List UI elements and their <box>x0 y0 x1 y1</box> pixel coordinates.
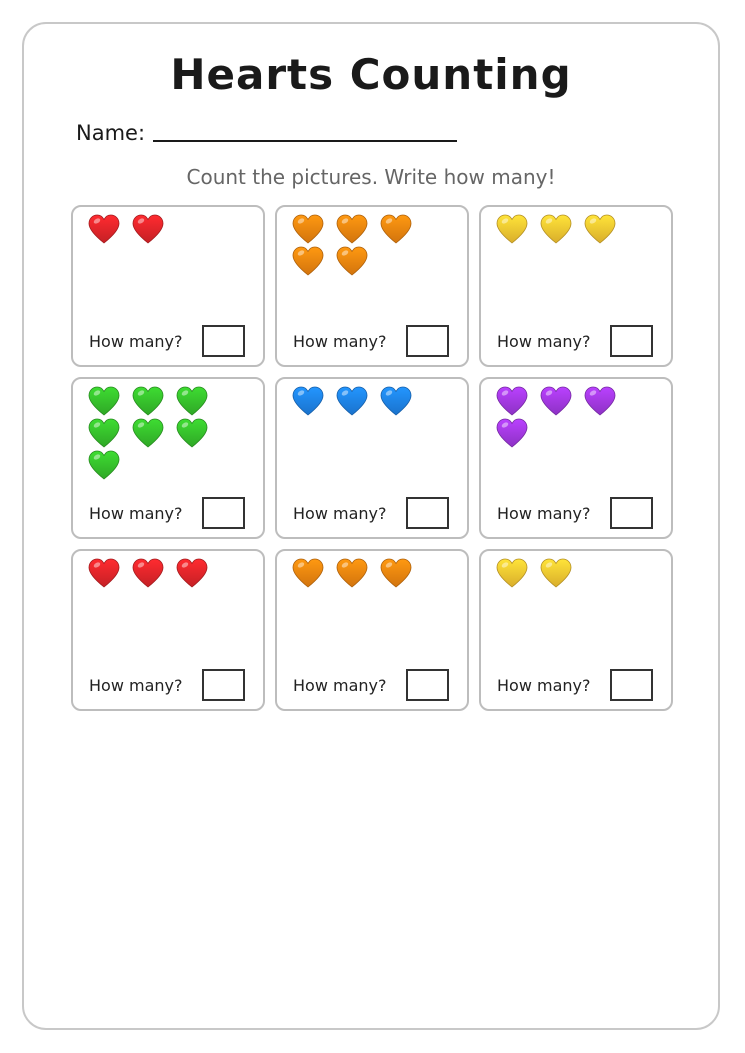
green-heart-icon <box>88 449 132 481</box>
how-many-label: How many? <box>497 676 591 695</box>
counting-card <box>275 549 469 711</box>
red-heart-icon <box>132 213 176 245</box>
green-heart-icon <box>176 417 220 449</box>
counting-card <box>275 377 469 539</box>
answer-box[interactable] <box>406 325 449 357</box>
purple-heart-icon <box>540 385 584 417</box>
orange-heart-icon <box>292 557 336 589</box>
green-heart-icon <box>132 385 176 417</box>
hearts-group <box>88 385 228 481</box>
counting-card <box>479 377 673 539</box>
orange-heart-icon <box>292 245 336 277</box>
orange-heart-icon <box>336 245 380 277</box>
hearts-group <box>88 557 228 589</box>
blue-heart-icon <box>292 385 336 417</box>
red-heart-icon <box>132 557 176 589</box>
counting-card <box>71 549 265 711</box>
counting-card <box>71 205 265 367</box>
green-heart-icon <box>132 417 176 449</box>
green-heart-icon <box>176 385 220 417</box>
green-heart-icon <box>88 385 132 417</box>
red-heart-icon <box>176 557 220 589</box>
answer-box[interactable] <box>406 669 449 701</box>
orange-heart-icon <box>380 557 424 589</box>
instructions: Count the pictures. Write how many! <box>186 165 556 189</box>
hearts-group <box>88 213 228 245</box>
blue-heart-icon <box>336 385 380 417</box>
counting-card <box>479 549 673 711</box>
name-label: Name: <box>76 121 146 145</box>
orange-heart-icon <box>336 213 380 245</box>
orange-heart-icon <box>336 557 380 589</box>
red-heart-icon <box>88 557 132 589</box>
hearts-group <box>496 557 636 589</box>
counting-card <box>71 377 265 539</box>
hearts-group <box>496 385 636 449</box>
answer-box[interactable] <box>406 497 449 529</box>
yellow-heart-icon <box>584 213 628 245</box>
hearts-group <box>292 557 432 589</box>
green-heart-icon <box>88 417 132 449</box>
how-many-label: How many? <box>293 332 387 351</box>
name-write-line[interactable] <box>153 140 457 142</box>
page-title: Hearts Counting <box>170 50 572 99</box>
how-many-label: How many? <box>293 676 387 695</box>
how-many-label: How many? <box>89 504 183 523</box>
how-many-label: How many? <box>89 676 183 695</box>
yellow-heart-icon <box>496 557 540 589</box>
yellow-heart-icon <box>540 557 584 589</box>
answer-box[interactable] <box>610 497 653 529</box>
how-many-label: How many? <box>293 504 387 523</box>
orange-heart-icon <box>380 213 424 245</box>
how-many-label: How many? <box>497 504 591 523</box>
answer-box[interactable] <box>610 669 653 701</box>
hearts-group <box>496 213 636 245</box>
purple-heart-icon <box>584 385 628 417</box>
hearts-group <box>292 385 432 417</box>
answer-box[interactable] <box>202 497 245 529</box>
purple-heart-icon <box>496 385 540 417</box>
how-many-label: How many? <box>497 332 591 351</box>
counting-card <box>275 205 469 367</box>
yellow-heart-icon <box>496 213 540 245</box>
how-many-label: How many? <box>89 332 183 351</box>
hearts-group <box>292 213 432 277</box>
orange-heart-icon <box>292 213 336 245</box>
counting-card <box>479 205 673 367</box>
blue-heart-icon <box>380 385 424 417</box>
answer-box[interactable] <box>202 669 245 701</box>
counting-grid <box>71 205 673 711</box>
yellow-heart-icon <box>540 213 584 245</box>
answer-box[interactable] <box>610 325 653 357</box>
name-row <box>76 121 457 145</box>
purple-heart-icon <box>496 417 540 449</box>
red-heart-icon <box>88 213 132 245</box>
answer-box[interactable] <box>202 325 245 357</box>
